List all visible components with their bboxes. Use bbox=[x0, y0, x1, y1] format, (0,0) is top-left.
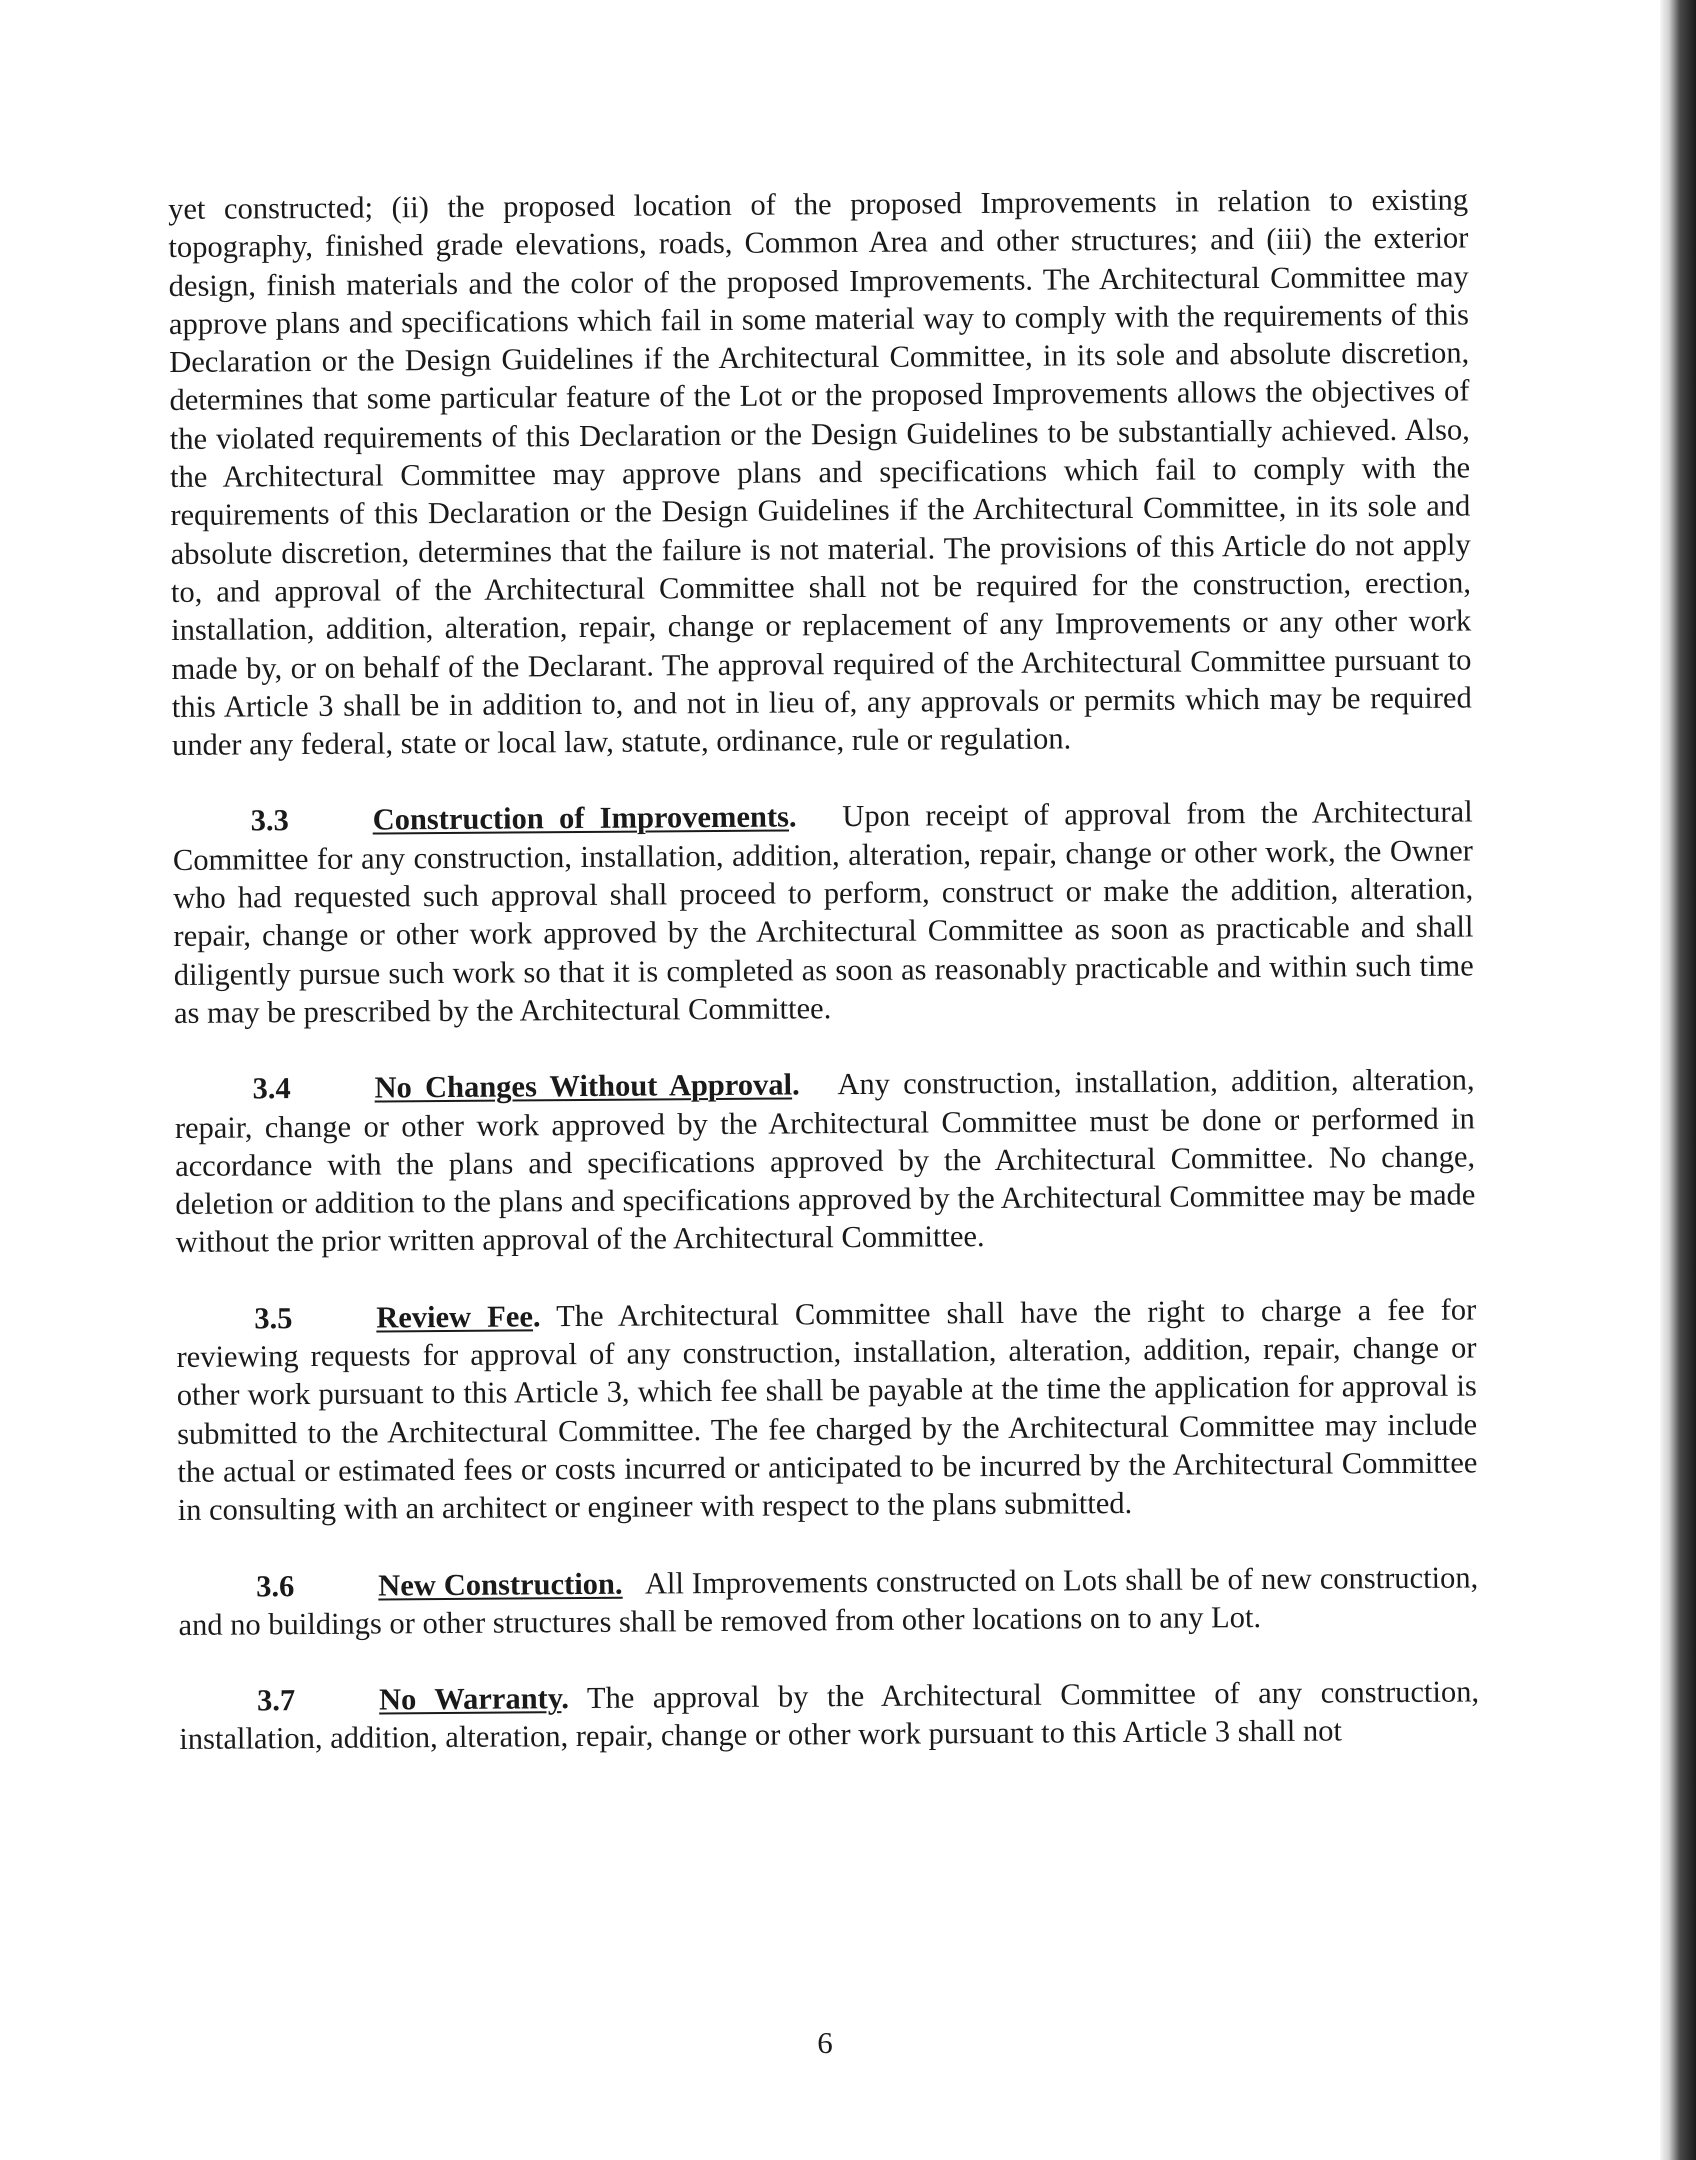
section-3-5 bbox=[176, 1290, 1478, 1529]
section-title-punct: . bbox=[788, 799, 797, 834]
section-title: No Warranty bbox=[378, 1681, 562, 1717]
section-number: 3.5 bbox=[254, 1300, 293, 1336]
intro-paragraph: yet constructed; (ii) the proposed location of the proposed Improvements in relation to existing topography, finished grade elevations, roads, Common Area and other structures; and (iii) the exterior design, finish materials and the color of the proposed Improvements. The Architectural Committee may approve plans and specifications which fail in some material way to comply with the requirements of this Declaration or the Design Guidelines if the Architectural Committee, in its sole and absolute discretion, determines that some particular feature of the Lot or the proposed Improvements allows the objectives of the violated requirements of this Declaration or the Design Guidelines to be substantially achieved. Also, the Architectural Committee may approve plans and specifications which fail to comply with the requirements of this Declaration or the Design Guidelines if the Architectural Committee, in its sole and absolute discretion, determines that the failure is not material. The provisions of this Article do not apply to, and approval of the Architectural Committee shall not be required for the construction, erection, installation, addition, alteration, repair, change or replacement of any Improvements or any other work made by, or on behalf of the Declarant. The approval required of the Architectural Committee pursuant to this Article 3 shall be in addition to, and not in lieu of, any approvals or permits which may be required under any federal, state or local law, statute, ordinance, rule or regulation. bbox=[168, 182, 1472, 763]
section-body: The approval by the Architectural Committee of any construction, installation, addition, alteration, repair, change or other work pursuant to this Article 3 shall not bbox=[179, 1674, 1480, 1757]
section-body: Upon receipt of approval from the Architectural Committee for any construction, installation, addition, alteration, repair, change or other work, the Owner who had requested such approval shall proceed to perform, construct or make the addition, alteration, repair, change or other work approved by the Architectural Committee as soon as practicable and shall diligently pursue such work so that it is completed as soon as reasonably practicable and within such time as may be prescribed by the Architectural Committee. bbox=[172, 794, 1474, 1030]
document-body bbox=[168, 180, 1479, 1758]
section-number: 3.4 bbox=[252, 1071, 291, 1106]
section-3-4 bbox=[174, 1061, 1475, 1262]
section-3-3 bbox=[172, 793, 1474, 1032]
section-title-punct: . bbox=[561, 1681, 570, 1716]
section-3-6 bbox=[178, 1558, 1479, 1644]
section-title: New Construction. bbox=[378, 1566, 623, 1602]
section-number: 3.3 bbox=[250, 803, 289, 838]
scan-edge-shadow bbox=[1660, 0, 1696, 2160]
section-title: Construction of Improvements bbox=[372, 799, 790, 837]
section-body: The Architectural Committee shall have the right to charge a fee for reviewing requests for approval of any construction, installation, alteration, addition, repair, change or other work pursuant to this Article 3, which fee shall be payable at the time the application for approval is submitted to the Architectural Committee. The fee charged by the Architectural Committee may include the actual or estimated fees or costs incurred or anticipated to be incurred by the Architectural Committee in consulting with an architect or engineer with respect to the plans submitted. bbox=[176, 1292, 1478, 1528]
section-body: All Improvements constructed on Lots shall be of new construction, and no buildings or other structures shall be removed from other locations on to any Lot. bbox=[178, 1559, 1479, 1642]
section-title: Review Fee bbox=[376, 1299, 534, 1335]
section-body: Any construction, installation, addition, alteration, repair, change or other work approved by the Architectural Committee must be done or performed in accordance with the plans and specifications approved by the Architectural Committee. No change, deletion or addition to the plans and specifications approved by the Architectural Committee may be made without the prior written approval of the Architectural Committee. bbox=[174, 1062, 1476, 1260]
section-title-punct: . bbox=[532, 1299, 541, 1334]
page-number: 6 bbox=[817, 2025, 833, 2060]
section-number: 3.7 bbox=[256, 1683, 296, 1718]
section-3-7 bbox=[179, 1673, 1480, 1759]
section-title: No Changes Without Approval bbox=[374, 1067, 793, 1105]
section-title-punct: . bbox=[791, 1067, 800, 1102]
section-number: 3.6 bbox=[256, 1568, 295, 1603]
